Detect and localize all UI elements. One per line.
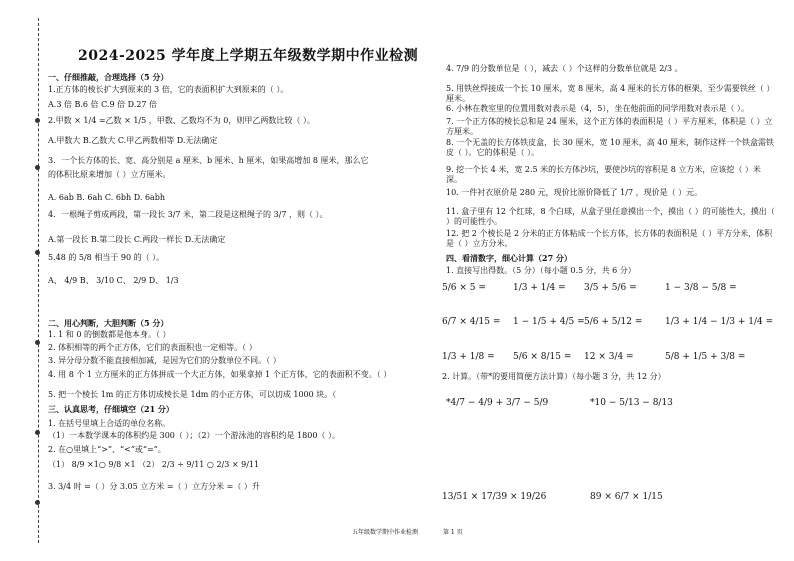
question-line: （1）一本数学课本的体积约是 300（ ）；（2）一个游泳池的容积约是 1800（ ）。 bbox=[48, 431, 340, 440]
calc-item: 5/8 + 1/5 + 3/8 = bbox=[665, 352, 746, 362]
page-title: 2024-2025 学年度上学期五年级数学期中作业检测 bbox=[78, 48, 419, 64]
calc-item: 5/6 × 8/15 = bbox=[513, 352, 572, 362]
question-line: 4. 7/9 的分数单位是（ ），减去（ ）个这样的分数单位就是 2/3 。 bbox=[446, 64, 683, 73]
question-line: 2.甲数 × 1/4 =乙数 × 1/5 ，甲数、乙数均不为 0，则甲乙两数比较（ ）。 bbox=[48, 116, 315, 125]
question-line: A.3 倍 B.6 倍 C.9 倍 D.27 倍 bbox=[48, 100, 158, 109]
calc-item: 5/6 + 5/12 = bbox=[584, 317, 643, 327]
question-line: A、 4/9 B、 3/10 C、 2/9 D、 1/3 bbox=[48, 276, 179, 285]
calc-item: 3/5 + 5/6 = bbox=[584, 283, 637, 293]
question-line: A.第一段长 B.第二段长 C.两段一样长 D.无法确定 bbox=[48, 235, 226, 244]
question-line: 10. 一件衬衣原价是 280 元，现价比原价降低了 1/7 ，现价是（ ）元。 bbox=[446, 188, 703, 197]
question-line: 1. 1 和 0 的倒数都是他本身。（ ） bbox=[48, 330, 171, 339]
question-line: 12. 把 2 个棱长是 2 分米的正方体粘成一个长方体，长方体的表面积是（ ）平方分米，体积是（ ）立方分米。 bbox=[446, 229, 773, 248]
calc2-item: *10 − 5/13 − 8/13 bbox=[590, 398, 673, 408]
binding-dot bbox=[35, 430, 40, 435]
question-line: （1） 8/9 ×1○ 9/8 ×1 （2） 2/3 ÷ 9/11 ○ 2/3 × 9/11 bbox=[48, 460, 260, 469]
calc-item: 1 − 1/5 + 4/5 = bbox=[513, 317, 585, 327]
question-line: 8. 一个无盖的长方体铁皮盒，长 30 厘米，宽 10 厘米，高 40 厘米，制作这样一个铁盒需铁皮（ ）。它的体积是（ ）。 bbox=[446, 138, 774, 157]
section-heading: 三、认真思考，仔细填空（21 分） bbox=[48, 404, 174, 414]
question-line: A. 6ab B. 6ah C. 6bh D. 6abh bbox=[48, 193, 166, 202]
question-line: 的体积比原来增加（ ）立方厘米。 bbox=[48, 170, 171, 179]
binding-dot bbox=[35, 500, 40, 505]
question-line: A.甲数大 B.乙数大 C.甲乙两数相等 D.无法确定 bbox=[48, 136, 218, 145]
calc-item: 1/3 + 1/4 = bbox=[513, 283, 566, 293]
question-line: 5. 用铁丝焊接成一个长 10 厘米，宽 8 厘米，高 4 厘米的长方体的框架，至少需要铁丝（ ）厘米。 bbox=[446, 84, 775, 103]
question-line: 1.正方体的棱长扩大到原来的 3 倍，它的表面积扩大到原来的（ ）。 bbox=[48, 85, 289, 94]
question-line: 1. 直接写出得数。（5 分）（每小题 0.5 分，共 6 分） bbox=[446, 266, 636, 275]
question-line: 1. 在括号里填上合适的单位名称。 bbox=[48, 419, 171, 428]
calc-item: 12 × 3/4 = bbox=[584, 352, 634, 362]
binding-dot bbox=[35, 165, 40, 170]
calc-item: 6/7 × 4/15 = bbox=[442, 317, 501, 327]
section-heading: 一、仔细推敲，合理选择（5 分） bbox=[48, 72, 169, 82]
question-line: 11. 盒子里有 12 个红球，8 个白球，从盒子里任意摸出一个，摸出（ ）的可能性大，摸出（ ）的可能性小。 bbox=[446, 207, 775, 226]
binding-dot bbox=[35, 118, 40, 123]
calc2-item: *4/7 − 4/9 + 3/7 − 5/9 bbox=[446, 398, 549, 408]
binding-dot bbox=[35, 250, 40, 255]
calc2-item: 13/51 × 17/39 × 19/26 bbox=[442, 492, 547, 502]
question-line: 4. 用 8 个 1 立方厘米的正方体拼成一个大正方体，如果拿掉 1 个正方体，它的表面积不变。（ ） bbox=[48, 370, 392, 379]
question-line: 3. 3/4 时 =（ ）分 3.05 立方米 =（ ）立方分米 =（ ）升 bbox=[48, 482, 260, 491]
calc-item: 1/3 + 1/8 = bbox=[442, 352, 495, 362]
question-line: 7. 一个正方体的棱长总和是 24 厘米，这个正方体的表面积是（ ）平方厘米，体积是（ ）立方厘米。 bbox=[446, 117, 773, 136]
calc2-item: 89 × 6/7 × 1/15 bbox=[590, 492, 663, 502]
binding-line bbox=[38, 18, 39, 543]
calc-item: 1/3 + 1/4 − 1/3 + 1/4 = bbox=[665, 317, 774, 327]
question-line: 5. 把一个棱长 1m 的正方体切成棱长是 1dm 的小正方体，可以切成 1000 块。（ bbox=[48, 390, 337, 399]
question-line: 5.48 的 5/8 相当于 90 的（ ）。 bbox=[48, 253, 165, 262]
section-heading: 二、用心判断，大胆判断（5 分） bbox=[48, 318, 169, 328]
question-line: 2. 在○里填上“>”、“<”或“=”。 bbox=[48, 445, 166, 454]
question-line: 9. 挖一个长 4 米，宽 2.5 米的长方体沙坑，要使沙坑的容积是 8 立方米，应该挖（ ）米深。 bbox=[446, 165, 761, 184]
question-line: 3. 异分母分数不能直接相加减，是因为它们的分数单位不同。（ ） bbox=[48, 356, 281, 365]
question-line: 4．一根绳子剪成两段，第一段长 3/7 米，第二段是这根绳子的 3/7 ，则（ ）。 bbox=[48, 210, 328, 219]
footer-page-number: 第 1 页 bbox=[443, 529, 463, 536]
question-line: 6. 小林在教室里的位置用数对表示是（4，5），坐在他前面的同学用数对表示是（ ）。 bbox=[446, 104, 749, 113]
section-heading: 四、看清数字，细心计算（27 分） bbox=[446, 253, 572, 263]
question-line: 3．一个长方体的长、宽、高分别是 a 厘米、b 厘米、h 厘米，如果高增加 8 厘米，那么它 bbox=[48, 156, 369, 165]
calc2-heading: 2. 计算。（带*的要用简便方法计算）（每小题 3 分，共 12 分） bbox=[442, 372, 666, 381]
question-line: 2. 体积相等的两个正方体，它们的表面积也一定相等。（ ） bbox=[48, 343, 257, 352]
footer-title: 五年级数学期中作业检测 bbox=[352, 529, 419, 536]
binding-dot bbox=[35, 340, 40, 345]
calc-item: 5/6 × 5 = bbox=[442, 283, 486, 293]
calc-item: 1 − 3/8 − 5/8 = bbox=[665, 283, 737, 293]
